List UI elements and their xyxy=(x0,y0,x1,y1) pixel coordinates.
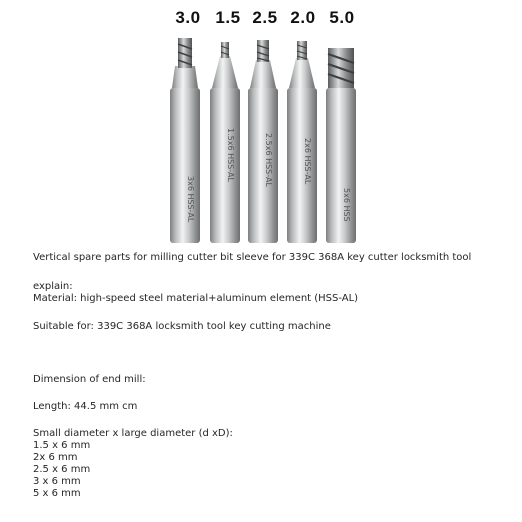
bit-marking-4: 2x6 HSS-AL xyxy=(303,138,312,185)
diameter-heading: Small diameter x large diameter (d xD): xyxy=(33,428,233,439)
size-label-4: 2.0 xyxy=(290,8,316,27)
material-line: Material: high-speed steel material+aluminum element (HSS-AL) xyxy=(33,293,359,304)
length-line: Length: 44.5 mm cm xyxy=(33,401,138,412)
dimension-section xyxy=(33,374,146,386)
size-label-5: 5.0 xyxy=(329,8,355,27)
description-title: Vertical spare parts for milling cutter bit sleeve for 339C 368A key cutter locksmith tool xyxy=(33,252,472,263)
bit-marking-2: 1.5x6 HSS-AL xyxy=(226,128,235,182)
product-description xyxy=(33,252,471,264)
size-label-2: 1.5 xyxy=(215,8,241,27)
diameter-item-1: 1.5 x 6 mm xyxy=(33,440,91,451)
product-photo xyxy=(160,8,375,248)
size-label-1: 3.0 xyxy=(175,8,201,27)
suitable-section xyxy=(33,321,331,333)
diameter-item-2: 2x 6 mm xyxy=(33,452,78,463)
cutter-bit-5 xyxy=(326,48,356,243)
diameter-item-3: 2.5 x 6 mm xyxy=(33,464,91,475)
explain-section xyxy=(33,281,358,305)
diameter-section xyxy=(33,428,233,500)
explain-label: explain: xyxy=(33,281,73,292)
bit-marking-5: 5x6 HSS xyxy=(342,188,351,222)
cutter-bit-2 xyxy=(210,42,240,243)
diameter-item-4: 3 x 6 mm xyxy=(33,476,81,487)
cutter-bit-3 xyxy=(248,40,278,243)
cutter-bit-1 xyxy=(170,38,200,243)
bit-marking-1: 3x6 HSS-AL xyxy=(186,176,195,223)
diameter-item-5: 5 x 6 mm xyxy=(33,488,81,499)
suitable-line: Suitable for: 339C 368A locksmith tool key cutting machine xyxy=(33,321,331,332)
bit-marking-3: 2.5x6 HSS-AL xyxy=(264,133,273,187)
dimension-heading: Dimension of end mill: xyxy=(33,374,146,385)
length-section xyxy=(33,401,137,413)
cutter-bit-4 xyxy=(287,41,317,243)
size-label-3: 2.5 xyxy=(252,8,278,27)
